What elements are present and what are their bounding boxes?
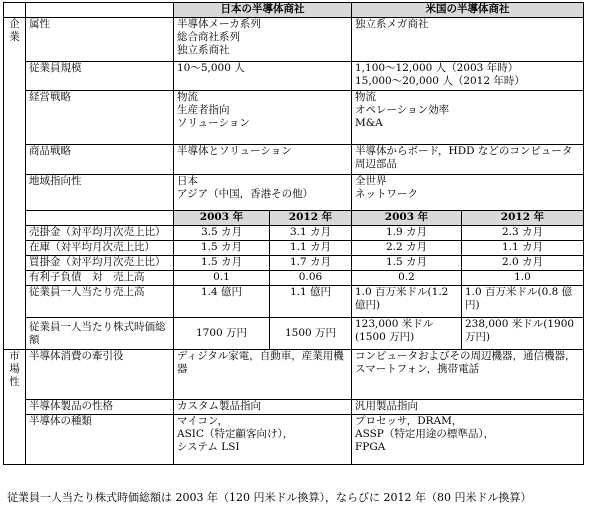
row-label: 属性 — [26, 18, 174, 62]
metric-cell: 1.0 百万米ドル(0.8 億円) — [462, 286, 584, 318]
section-label-market: 市場性 — [4, 350, 26, 465]
comparison-table — [3, 2, 584, 465]
year-header: 2003 年 — [352, 211, 462, 226]
metric-cell: 1.1 カ月 — [270, 241, 352, 256]
row-label: 半導体消費の牽引役 — [26, 350, 174, 400]
table-row — [4, 256, 584, 271]
header-blank — [26, 3, 174, 18]
year-header-row — [4, 211, 584, 226]
row-label: 経営戦略 — [26, 91, 174, 145]
row-label: 商品戦略 — [26, 145, 174, 175]
metric-cell: 0.1 — [174, 271, 270, 286]
table-row — [4, 415, 584, 465]
metric-cell: 1.5 カ月 — [174, 241, 270, 256]
metric-cell: 3.5 カ月 — [174, 226, 270, 241]
jp-cell: 10～5,000 人 — [174, 62, 352, 91]
us-cell: プロセッサ，DRAM， ASSP（特定用途の標準品）， FPGA — [352, 415, 584, 465]
table-row — [4, 286, 584, 318]
table-row — [4, 241, 584, 256]
row-label: 買掛金（対平均月次売上比） — [26, 256, 174, 271]
metric-cell: 1.5 カ月 — [352, 256, 462, 271]
metric-cell: 2.3 カ月 — [462, 226, 584, 241]
table-row — [4, 62, 584, 91]
metric-cell: 1.4 億円 — [174, 286, 270, 318]
metric-cell: 1.9 カ月 — [352, 226, 462, 241]
jp-cell: ディジタル家電，自動車，産業用機器 — [174, 350, 352, 400]
table-row — [4, 350, 584, 400]
header-us: 米国の半導体商社 — [352, 3, 584, 18]
table-row — [4, 91, 584, 145]
year-header: 2012 年 — [270, 211, 352, 226]
us-cell: コンピュータおよびその周辺機器，通信機器，スマートフォン，携帯電話 — [352, 350, 584, 400]
jp-cell: マイコン， ASIC（特定顧客向け）， システム LSI — [174, 415, 352, 465]
metric-cell: 2.0 カ月 — [462, 256, 584, 271]
metric-cell: 1.1 億円 — [270, 286, 352, 318]
footnote: 従業員一人当たり株式時価総額は 2003 年（120 円米ドル換算），ならびに 2012 年（80 円米ドル換算） — [7, 491, 532, 504]
us-cell: 汎用製品指向 — [352, 400, 584, 415]
row-label: 従業員規模 — [26, 62, 174, 91]
section-label-enterprise: 企業 — [4, 18, 26, 350]
row-label: 半導体製品の性格 — [26, 400, 174, 415]
table-row — [4, 145, 584, 175]
metric-cell: 123,000 米ドル(1500 万円) — [352, 318, 462, 350]
header-japan: 日本の半導体商社 — [174, 3, 352, 18]
metric-cell: 1.1 カ月 — [462, 241, 584, 256]
metric-cell: 1.5 カ月 — [174, 256, 270, 271]
table-row — [4, 271, 584, 286]
row-label: 従業員一人当たり株式時価総額 — [26, 318, 174, 350]
jp-cell: 半導体メーカ系列 総合商社系列 独立系商社 — [174, 18, 352, 62]
table-row — [4, 226, 584, 241]
metric-cell: 1.0 百万米ドル(1.2 億円) — [352, 286, 462, 318]
metric-cell: 2.2 カ月 — [352, 241, 462, 256]
metric-cell: 1.7 カ月 — [270, 256, 352, 271]
header-corner — [4, 3, 26, 18]
table-row — [4, 318, 584, 350]
metric-cell: 1500 万円 — [270, 318, 352, 350]
row-label: 在庫（対平均月次売上比） — [26, 241, 174, 256]
us-cell: 物流 オペレーション効率 M&A — [352, 91, 584, 145]
metric-cell: 1700 万円 — [174, 318, 270, 350]
metric-cell: 3.1 カ月 — [270, 226, 352, 241]
row-label: 売掛金（対平均月次売上比） — [26, 226, 174, 241]
table-row — [4, 18, 584, 62]
year-header: 2003 年 — [174, 211, 270, 226]
jp-cell: カスタム製品指向 — [174, 400, 352, 415]
metric-cell: 0.2 — [352, 271, 462, 286]
us-cell: 全世界 ネットワーク — [352, 175, 584, 211]
us-cell: 半導体からボード，HDD などのコンピュータ周辺部品 — [352, 145, 584, 175]
metric-cell: 1.0 — [462, 271, 584, 286]
year-header-blank — [26, 211, 174, 226]
jp-cell: 日本 アジア（中国，香港その他） — [174, 175, 352, 211]
row-label: 従業員一人当たり売上高 — [26, 286, 174, 318]
row-label: 半導体の種類 — [26, 415, 174, 465]
metric-cell: 238,000 米ドル(1900 万円) — [462, 318, 584, 350]
row-label: 地域指向性 — [26, 175, 174, 211]
metric-cell: 0.06 — [270, 271, 352, 286]
table-row — [4, 400, 584, 415]
jp-cell: 半導体とソリューション — [174, 145, 352, 175]
jp-cell: 物流 生産者指向 ソリューション — [174, 91, 352, 145]
us-cell: 1,100～12,000 人（2003 年時） 15,000～20,000 人（2012 年時） — [352, 62, 584, 91]
row-label: 有利子負債 対 売上高 — [26, 271, 174, 286]
us-cell: 独立系メガ商社 — [352, 18, 584, 62]
table-row — [4, 175, 584, 211]
year-header: 2012 年 — [462, 211, 584, 226]
header-row — [4, 3, 584, 18]
